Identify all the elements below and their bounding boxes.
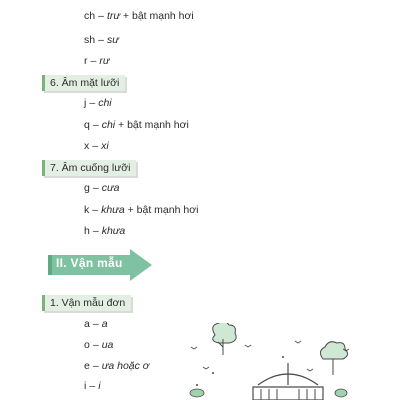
row-sh: sh – sư xyxy=(84,34,119,46)
row-x: x – xi xyxy=(84,140,109,152)
building-illustration-icon xyxy=(183,323,400,400)
row-o: o – ua xyxy=(84,339,114,351)
row-ch: ch – trư + bật mạnh hơi xyxy=(84,10,194,22)
row-k: k – khưa + bật mạnh hơi xyxy=(84,204,199,216)
section-label-1-text: 1. Vận mẫu đơn xyxy=(50,297,126,309)
section-label-6 xyxy=(42,75,125,91)
row-q: q – chi + bật mạnh hơi xyxy=(84,119,189,131)
row-r: r – rư xyxy=(84,55,110,67)
row-g: g – cưa xyxy=(84,182,120,194)
section-banner xyxy=(46,249,154,281)
row-i: i – i xyxy=(84,380,101,392)
row-a: a – a xyxy=(84,318,108,330)
banner-title: II. Vận mẫu xyxy=(56,256,123,270)
row-h: h – khưa xyxy=(84,225,126,237)
section-label-1 xyxy=(42,295,131,311)
row-e: e – ưa hoặc ơ xyxy=(84,360,150,372)
section-label-7 xyxy=(42,160,136,176)
row-j: j – chi xyxy=(84,97,112,109)
section-label-6-text: 6. Âm mặt lưỡi xyxy=(50,77,120,89)
section-label-7-text: 7. Âm cuống lưỡi xyxy=(50,162,131,174)
